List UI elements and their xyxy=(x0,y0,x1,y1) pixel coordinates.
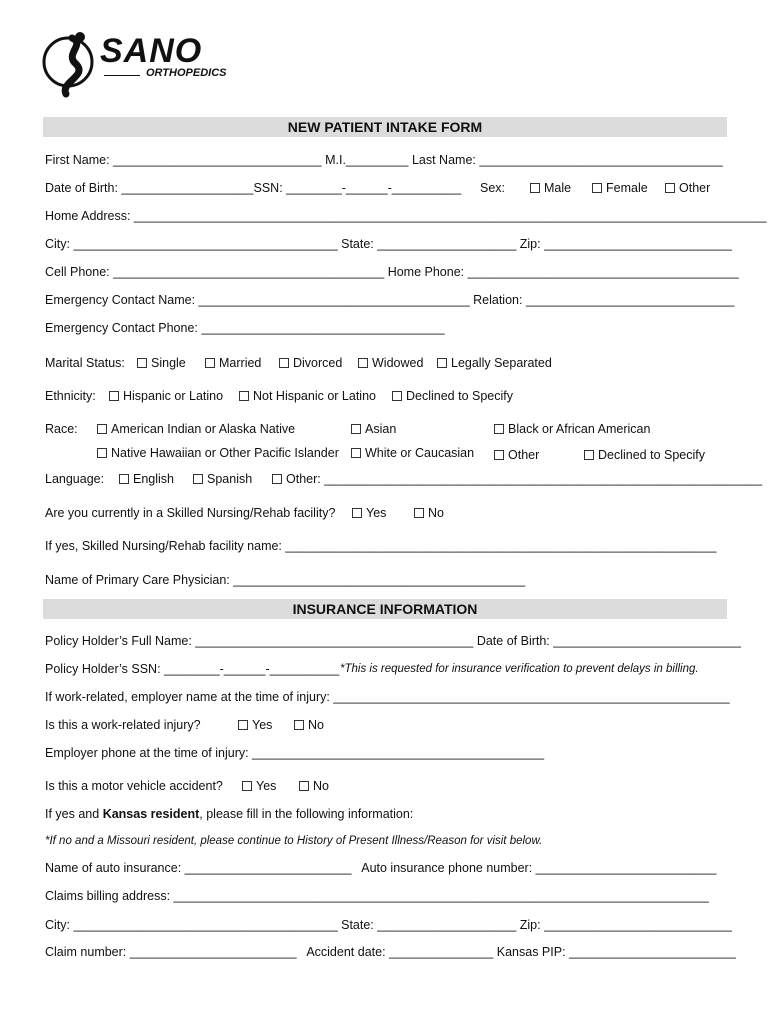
ethnicity-hispanic-option[interactable]: Hispanic or Latino xyxy=(109,389,223,403)
race-american-indian-option[interactable]: American Indian or Alaska Native xyxy=(97,422,295,436)
marital-single-option[interactable]: Single xyxy=(137,356,186,370)
logo-subtitle: ORTHOPEDICS xyxy=(146,67,227,79)
language-other-option[interactable]: Other: _______________________________________________________________ xyxy=(272,472,712,486)
checkbox-icon[interactable] xyxy=(352,508,362,518)
claims-address-line[interactable]: Claims billing address: _____________________________________________________________________________ xyxy=(45,889,709,903)
snf-yes-option[interactable]: Yes xyxy=(352,506,386,520)
ssn-note: *This is requested for insurance verification to prevent delays in billing. xyxy=(340,663,699,675)
snf-name-line[interactable]: If yes, Skilled Nursing/Rehab facility name: ______________________________________________________________ xyxy=(45,539,717,553)
checkbox-icon[interactable] xyxy=(239,391,249,401)
auto-insurance-line[interactable]: Name of auto insurance: ________________________ Auto insurance phone number: __________________________ xyxy=(45,861,717,875)
checkbox-icon[interactable] xyxy=(119,474,129,484)
claims-city-state-zip-line[interactable]: City: ______________________________________ State: ____________________ Zip: ___________________________ xyxy=(45,918,732,932)
sex-male-option[interactable]: Male xyxy=(530,181,571,195)
checkbox-icon[interactable] xyxy=(358,358,368,368)
race-asian-option[interactable]: Asian xyxy=(351,422,396,436)
checkbox-icon[interactable] xyxy=(665,183,675,193)
pcp-line[interactable]: Name of Primary Care Physician: __________________________________________ xyxy=(45,573,526,587)
marital-married-option[interactable]: Married xyxy=(205,356,261,370)
work-injury-question: Is this a work-related injury? xyxy=(45,718,201,732)
checkbox-icon[interactable] xyxy=(299,781,309,791)
city-state-zip-line[interactable]: City: ______________________________________ State: ____________________ Zip: ___________________________ xyxy=(45,237,732,251)
section-title-insurance: INSURANCE INFORMATION xyxy=(43,599,727,619)
marital-divorced-option[interactable]: Divorced xyxy=(279,356,342,370)
mva-yes-option[interactable]: Yes xyxy=(242,779,276,793)
marital-status-label: Marital Status: xyxy=(45,356,125,370)
employer-line[interactable]: If work-related, employer name at the time of injury: _________________________________________________________ xyxy=(45,690,730,704)
race-other-option[interactable]: Other xyxy=(494,448,539,462)
mva-no-option[interactable]: No xyxy=(299,779,329,793)
language-spanish-option[interactable]: Spanish xyxy=(193,472,252,486)
language-label: Language: xyxy=(45,472,105,486)
employer-phone-line[interactable]: Employer phone at the time of injury: __________________________________________ xyxy=(45,746,545,760)
marital-widowed-option[interactable]: Widowed xyxy=(358,356,423,370)
checkbox-icon[interactable] xyxy=(205,358,215,368)
checkbox-icon[interactable] xyxy=(437,358,447,368)
checkbox-icon[interactable] xyxy=(294,720,304,730)
dob-ssn-line[interactable]: Date of Birth: ___________________SSN: ________-______-__________ xyxy=(45,181,462,195)
sex-other-option[interactable]: Other xyxy=(665,181,710,195)
policy-holder-name-line[interactable]: Policy Holder’s Full Name: ________________________________________ Date of Birth: ___________________________ xyxy=(45,634,741,648)
sex-label: Sex: xyxy=(480,181,506,195)
checkbox-icon[interactable] xyxy=(97,424,107,434)
first-name-line[interactable]: First Name: ______________________________ M.I._________ Last Name: ___________________________________ xyxy=(45,153,723,167)
work-yes-option[interactable]: Yes xyxy=(238,718,272,732)
checkbox-icon[interactable] xyxy=(392,391,402,401)
home-address-line[interactable]: Home Address: ___________________________________________________________________________________________ xyxy=(45,209,767,223)
race-black-option[interactable]: Black or African American xyxy=(494,422,650,436)
snf-no-option[interactable]: No xyxy=(414,506,444,520)
ethnicity-label: Ethnicity: xyxy=(45,389,96,403)
checkbox-icon[interactable] xyxy=(272,474,282,484)
emergency-contact-line[interactable]: Emergency Contact Name: _______________________________________ Relation: ______________________________ xyxy=(45,293,735,307)
logo-rule xyxy=(104,75,140,76)
race-pacific-islander-option[interactable]: Native Hawaiian or Other Pacific Islander xyxy=(97,446,339,460)
checkbox-icon[interactable] xyxy=(351,424,361,434)
checkbox-icon[interactable] xyxy=(414,508,424,518)
work-no-option[interactable]: No xyxy=(294,718,324,732)
sano-orthopedics-logo xyxy=(42,24,242,104)
checkbox-icon[interactable] xyxy=(109,391,119,401)
checkbox-icon[interactable] xyxy=(494,424,504,434)
checkbox-icon[interactable] xyxy=(351,448,361,458)
phones-line[interactable]: Cell Phone: _______________________________________ Home Phone: _______________________________________ xyxy=(45,265,739,279)
mva-question: Is this a motor vehicle accident? xyxy=(45,779,223,793)
checkbox-icon[interactable] xyxy=(97,448,107,458)
missouri-note: *If no and a Missouri resident, please continue to History of Present Illness/Reason for visit below. xyxy=(45,835,543,847)
policy-holder-ssn-line[interactable]: Policy Holder’s SSN: ________-______-__________ xyxy=(45,662,340,676)
race-white-option[interactable]: White or Caucasian xyxy=(351,446,474,460)
checkbox-icon[interactable] xyxy=(238,720,248,730)
checkbox-icon[interactable] xyxy=(592,183,602,193)
checkbox-icon[interactable] xyxy=(530,183,540,193)
marital-separated-option[interactable]: Legally Separated xyxy=(437,356,552,370)
logo-name: SANO xyxy=(100,32,203,70)
checkbox-icon[interactable] xyxy=(242,781,252,791)
section-title-intake: NEW PATIENT INTAKE FORM xyxy=(43,117,727,137)
checkbox-icon[interactable] xyxy=(494,450,504,460)
checkbox-icon[interactable] xyxy=(584,450,594,460)
claim-number-line[interactable]: Claim number: ________________________ Accident date: _______________ Kansas PIP: ________________________ xyxy=(45,945,736,959)
race-label: Race: xyxy=(45,422,78,436)
ethnicity-declined-option[interactable]: Declined to Specify xyxy=(392,389,513,403)
language-english-option[interactable]: English xyxy=(119,472,174,486)
kansas-instruction: If yes and Kansas resident, please fill in the following information: xyxy=(45,807,414,821)
checkbox-icon[interactable] xyxy=(279,358,289,368)
emergency-phone-line[interactable]: Emergency Contact Phone: ___________________________________ xyxy=(45,321,445,335)
ethnicity-not-hispanic-option[interactable]: Not Hispanic or Latino xyxy=(239,389,376,403)
checkbox-icon[interactable] xyxy=(137,358,147,368)
race-declined-option[interactable]: Declined to Specify xyxy=(584,448,705,462)
snf-question: Are you currently in a Skilled Nursing/Rehab facility? xyxy=(45,506,336,520)
sex-female-option[interactable]: Female xyxy=(592,181,648,195)
checkbox-icon[interactable] xyxy=(193,474,203,484)
